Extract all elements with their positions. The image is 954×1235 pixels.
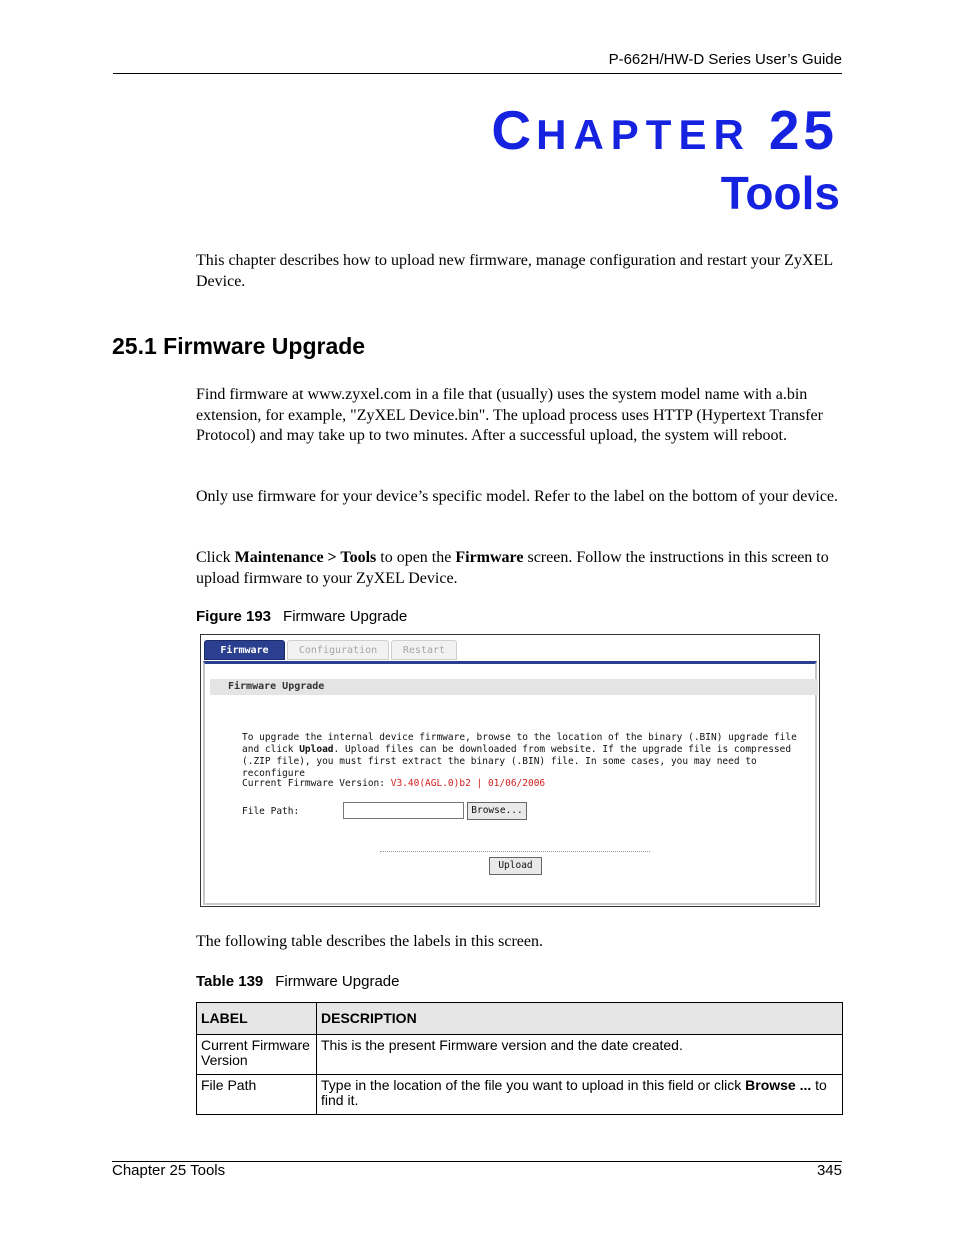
tab-restart[interactable]: Restart bbox=[391, 640, 457, 660]
footer-chapter: Chapter 25 Tools bbox=[112, 1162, 226, 1179]
paragraph-firmware-location: Find firmware at www.zyxel.com in a file that (usually) uses the system model name with a.bin extension, for example, "ZyXEL Device.bin". The upload process uses HTTP (Hypertext Transfer Protocol) and may take up to two minutes. After a successful upload, the system will reboot. bbox=[196, 386, 823, 444]
header-rule bbox=[113, 73, 842, 74]
panel-heading: Firmware Upgrade bbox=[210, 679, 818, 695]
current-firmware-label: Current Firmware Version: bbox=[242, 778, 391, 789]
section-heading: 25.1 Firmware Upgrade bbox=[112, 333, 366, 359]
table-caption bbox=[196, 973, 399, 990]
file-path-label: File Path: bbox=[242, 806, 300, 817]
p3-text-a: Click bbox=[196, 549, 235, 566]
table-intro: The following table describes the labels in this screen. bbox=[196, 933, 544, 950]
tab-configuration[interactable]: Configuration bbox=[287, 640, 389, 660]
chapter-word-initial: C bbox=[491, 99, 537, 161]
p3-menu-path: Maintenance > Tools bbox=[234, 549, 377, 566]
paragraph-model-warning: Only use firmware for your device’s specific model. Refer to the label on the bottom of your device. bbox=[196, 488, 839, 505]
chapter-title: Tools bbox=[720, 167, 840, 219]
dotted-divider bbox=[380, 851, 650, 852]
firmware-upgrade-screenshot bbox=[200, 634, 820, 907]
header-description: DESCRIPTION bbox=[317, 1003, 843, 1035]
chapter-word-rest: HAPTER bbox=[536, 111, 751, 158]
row-description bbox=[317, 1075, 843, 1115]
p3-text-e: screen. Follow the instructions in this screen to upload firmware to your ZyXEL Device. bbox=[196, 549, 829, 587]
panel-desc-a: To upgrade the internal device firmware, browse to the location of the binary (.BIN) upgrade file and click bbox=[242, 732, 797, 755]
figure-caption-text: Firmware Upgrade bbox=[283, 608, 408, 625]
table-row bbox=[197, 1035, 843, 1075]
chapter-label bbox=[491, 98, 838, 162]
p3-text-c: to open the bbox=[376, 549, 456, 566]
table-header-row bbox=[197, 1003, 843, 1035]
intro-paragraph: This chapter describes how to upload new firmware, manage configuration and restart your ZyXEL Device. bbox=[196, 252, 833, 290]
figure-caption bbox=[196, 608, 407, 625]
row-desc-a: This is the present Firmware version and the date created. bbox=[321, 1037, 683, 1053]
file-path-input[interactable] bbox=[343, 802, 464, 819]
footer-page-number: 345 bbox=[816, 1162, 842, 1179]
row-description bbox=[317, 1035, 843, 1075]
row-desc-b: Browse ... bbox=[745, 1077, 812, 1093]
header-guide-title: P-662H/HW-D Series User’s Guide bbox=[608, 51, 842, 68]
table-row bbox=[197, 1075, 843, 1115]
row-desc-c: to find it. bbox=[321, 1077, 827, 1108]
p3-screen-name: Firmware bbox=[455, 549, 524, 566]
header-label: LABEL bbox=[197, 1003, 317, 1035]
labels-table bbox=[196, 1002, 843, 1115]
panel-desc-upload: Upload bbox=[299, 744, 334, 755]
paragraph-instructions bbox=[196, 548, 842, 589]
tab-firmware[interactable]: Firmware bbox=[204, 640, 285, 660]
table-caption-text: Firmware Upgrade bbox=[275, 973, 400, 990]
current-firmware-value: V3.40(AGL.0)b2 | 01/06/2006 bbox=[390, 778, 546, 789]
current-firmware-row bbox=[242, 778, 545, 789]
upload-button[interactable]: Upload bbox=[489, 857, 542, 875]
panel-desc-c: . Upload files can be downloaded from website. If the upgrade file is compressed (.ZIP file), you must first extract the binary (.BIN) file. In some cases, you may need to reconfigure bbox=[242, 744, 792, 779]
row-label: Current Firmware Version bbox=[197, 1035, 317, 1075]
firmware-panel bbox=[203, 661, 817, 905]
figure-caption-label: Figure 193 bbox=[196, 608, 272, 625]
row-desc-a: Type in the location of the file you want to upload in this field or click bbox=[321, 1077, 746, 1093]
row-label: File Path bbox=[197, 1075, 317, 1115]
chapter-number: 25 bbox=[768, 99, 838, 161]
browse-button[interactable]: Browse... bbox=[467, 802, 527, 820]
panel-description bbox=[242, 732, 802, 780]
table-caption-label: Table 139 bbox=[196, 973, 264, 990]
